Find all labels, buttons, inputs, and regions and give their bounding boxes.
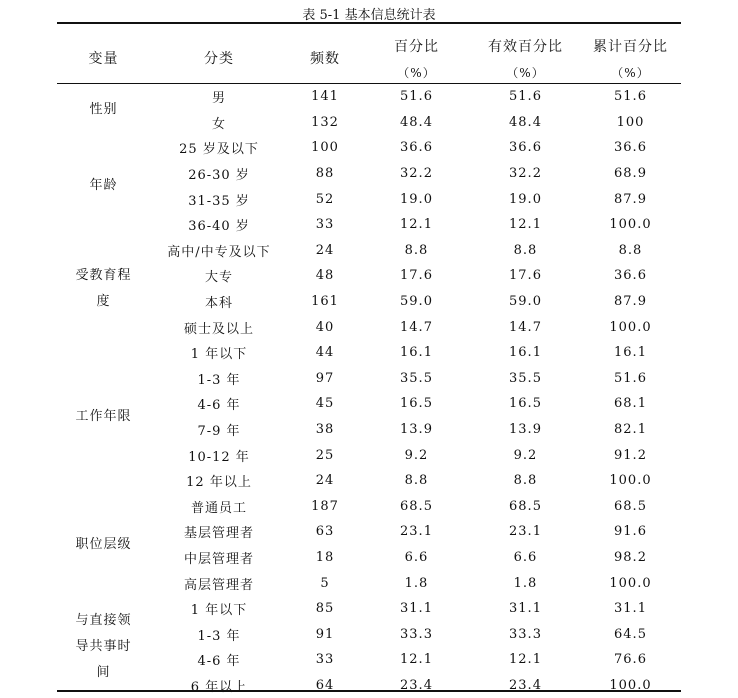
table-row bbox=[57, 570, 681, 596]
frequency-cell: 5 bbox=[320, 575, 330, 591]
category-cell: 高层管理者 bbox=[183, 577, 254, 593]
header-cumulative-percent-label: 累计百分比 bbox=[593, 39, 668, 55]
frequency-cell: 48 bbox=[315, 268, 335, 284]
category-cell: 26-30 岁 bbox=[188, 168, 250, 184]
percent-cell: 68.5 bbox=[400, 498, 433, 514]
table-row bbox=[57, 314, 681, 340]
valid-percent-cell: 36.6 bbox=[509, 140, 542, 156]
variable-cell bbox=[57, 238, 150, 340]
cumulative-percent-cell: 100.0 bbox=[609, 217, 652, 233]
valid-percent-cell: 33.3 bbox=[509, 626, 542, 642]
category-cell: 6 年以上 bbox=[190, 679, 248, 695]
cumulative-percent-cell: 100.0 bbox=[609, 319, 652, 335]
valid-percent-cell: 13.9 bbox=[509, 422, 542, 438]
variable-label: 导共事时 bbox=[75, 639, 132, 655]
category-cell: 1 年以下 bbox=[190, 603, 248, 619]
table-row bbox=[57, 135, 681, 161]
cumulative-percent-cell: 91.6 bbox=[614, 524, 647, 540]
category-cell: 36-40 岁 bbox=[188, 219, 250, 235]
valid-percent-cell: 48.4 bbox=[509, 114, 542, 130]
frequency-cell: 33 bbox=[315, 652, 335, 668]
header-frequency: 频数 bbox=[310, 51, 340, 67]
variable-cell bbox=[57, 596, 150, 698]
valid-percent-cell: 32.2 bbox=[509, 166, 542, 182]
header-percent bbox=[362, 36, 471, 81]
variable-label: 受教育程 bbox=[75, 267, 132, 283]
valid-percent-cell: 59.0 bbox=[509, 294, 542, 310]
table-row bbox=[57, 289, 681, 315]
table-row bbox=[57, 596, 681, 622]
frequency-cell: 97 bbox=[315, 370, 335, 386]
cumulative-percent-cell: 100 bbox=[616, 114, 645, 130]
percent-cell: 48.4 bbox=[400, 114, 433, 130]
frequency-cell: 100 bbox=[311, 140, 339, 156]
category-cell: 12 年以上 bbox=[186, 475, 252, 491]
category-cell: 1 年以下 bbox=[190, 347, 248, 363]
header-variable: 变量 bbox=[88, 51, 119, 67]
variable-cell bbox=[57, 84, 150, 135]
percent-cell: 6.6 bbox=[404, 549, 429, 565]
table-row bbox=[57, 84, 681, 110]
table-row bbox=[57, 110, 681, 136]
frequency-cell: 88 bbox=[315, 166, 335, 182]
valid-percent-cell: 9.2 bbox=[513, 447, 538, 463]
frequency-cell: 24 bbox=[315, 242, 335, 258]
category-cell: 女 bbox=[211, 116, 226, 132]
cumulative-percent-cell: 51.6 bbox=[614, 89, 647, 105]
frequency-cell: 25 bbox=[315, 447, 335, 463]
percent-cell: 59.0 bbox=[400, 294, 433, 310]
percent-cell: 13.9 bbox=[400, 422, 433, 438]
table-row bbox=[57, 417, 681, 443]
table-row bbox=[57, 621, 681, 647]
table-row bbox=[57, 519, 681, 545]
cumulative-percent-cell: 76.6 bbox=[614, 652, 647, 668]
frequency-cell: 24 bbox=[315, 473, 335, 489]
valid-percent-cell: 23.1 bbox=[509, 524, 542, 540]
category-cell: 7-9 年 bbox=[197, 424, 241, 440]
cumulative-percent-cell: 87.9 bbox=[614, 294, 647, 310]
cumulative-percent-cell: 16.1 bbox=[614, 345, 647, 361]
frequency-cell: 187 bbox=[311, 498, 339, 514]
top-rule bbox=[57, 22, 681, 24]
valid-percent-cell: 16.5 bbox=[509, 396, 542, 412]
percent-cell: 51.6 bbox=[400, 89, 433, 105]
category-cell: 高中/中专及以下 bbox=[167, 244, 271, 260]
variable-label: 间 bbox=[96, 665, 111, 681]
table-row bbox=[57, 468, 681, 494]
table-row bbox=[57, 442, 681, 468]
valid-percent-cell: 35.5 bbox=[509, 370, 542, 386]
cumulative-percent-cell: 36.6 bbox=[614, 268, 647, 284]
cumulative-percent-cell: 100.0 bbox=[609, 473, 652, 489]
header-valid-percent-unit: （%） bbox=[506, 66, 545, 80]
valid-percent-cell: 19.0 bbox=[509, 191, 542, 207]
frequency-cell: 161 bbox=[311, 294, 339, 310]
table-title: 表 5-1 基本信息统计表 bbox=[302, 8, 436, 23]
table-row bbox=[57, 391, 681, 417]
frequency-cell: 64 bbox=[315, 677, 335, 693]
table-row bbox=[57, 647, 681, 673]
frequency-cell: 91 bbox=[315, 626, 335, 642]
valid-percent-cell: 12.1 bbox=[509, 217, 542, 233]
frequency-cell: 45 bbox=[315, 396, 335, 412]
percent-cell: 33.3 bbox=[400, 626, 433, 642]
cumulative-percent-cell: 100.0 bbox=[609, 677, 652, 693]
header-valid-percent bbox=[471, 36, 580, 81]
frequency-cell: 52 bbox=[315, 191, 335, 207]
cumulative-percent-cell: 98.2 bbox=[614, 549, 647, 565]
cumulative-percent-cell: 64.5 bbox=[614, 626, 647, 642]
header-cumulative-percent bbox=[580, 36, 681, 81]
cumulative-percent-cell: 36.6 bbox=[614, 140, 647, 156]
percent-cell: 36.6 bbox=[400, 140, 433, 156]
cumulative-percent-cell: 8.8 bbox=[618, 242, 643, 258]
valid-percent-cell: 14.7 bbox=[509, 319, 542, 335]
category-cell: 4-6 年 bbox=[197, 654, 241, 670]
variable-label: 年龄 bbox=[89, 178, 118, 194]
category-cell: 1-3 年 bbox=[197, 372, 241, 388]
variable-label: 职位层级 bbox=[75, 536, 132, 552]
cumulative-percent-cell: 68.1 bbox=[614, 396, 647, 412]
valid-percent-cell: 68.5 bbox=[509, 498, 542, 514]
table-row bbox=[57, 263, 681, 289]
percent-cell: 16.1 bbox=[400, 345, 433, 361]
category-cell: 本科 bbox=[204, 296, 233, 312]
category-cell: 硕士及以上 bbox=[183, 321, 254, 337]
cumulative-percent-cell: 31.1 bbox=[614, 601, 647, 617]
category-cell: 基层管理者 bbox=[183, 526, 254, 542]
frequency-cell: 85 bbox=[315, 601, 335, 617]
percent-cell: 23.1 bbox=[400, 524, 433, 540]
category-cell: 1-3 年 bbox=[197, 628, 241, 644]
header-category: 分类 bbox=[204, 51, 234, 67]
category-cell: 普通员工 bbox=[190, 500, 247, 516]
table-body bbox=[57, 84, 681, 698]
table-row bbox=[57, 673, 681, 698]
frequency-cell: 141 bbox=[311, 89, 339, 105]
percent-cell: 16.5 bbox=[400, 396, 433, 412]
table-row bbox=[57, 212, 681, 238]
category-cell: 大专 bbox=[204, 270, 233, 286]
frequency-cell: 33 bbox=[315, 217, 335, 233]
valid-percent-cell: 51.6 bbox=[509, 89, 542, 105]
frequency-cell: 40 bbox=[315, 319, 335, 335]
valid-percent-cell: 31.1 bbox=[509, 601, 542, 617]
variable-label: 与直接领 bbox=[75, 613, 132, 629]
table-row bbox=[57, 545, 681, 571]
percent-cell: 12.1 bbox=[400, 652, 433, 668]
frequency-cell: 44 bbox=[315, 345, 335, 361]
header-cumulative-percent-unit: （%） bbox=[611, 66, 650, 80]
frequency-cell: 132 bbox=[311, 114, 339, 130]
valid-percent-cell: 16.1 bbox=[509, 345, 542, 361]
percent-cell: 8.8 bbox=[404, 242, 429, 258]
variable-cell bbox=[57, 135, 150, 237]
valid-percent-cell: 6.6 bbox=[513, 549, 538, 565]
category-cell: 31-35 岁 bbox=[188, 193, 250, 209]
valid-percent-cell: 1.8 bbox=[513, 575, 538, 591]
cumulative-percent-cell: 91.2 bbox=[614, 447, 647, 463]
category-cell: 4-6 年 bbox=[197, 398, 241, 414]
header-valid-percent-label: 有效百分比 bbox=[488, 39, 563, 55]
cumulative-percent-cell: 51.6 bbox=[614, 370, 647, 386]
valid-percent-cell: 23.4 bbox=[509, 677, 542, 693]
valid-percent-cell: 12.1 bbox=[509, 652, 542, 668]
cumulative-percent-cell: 87.9 bbox=[614, 191, 647, 207]
cumulative-percent-cell: 68.5 bbox=[614, 498, 647, 514]
table-row bbox=[57, 238, 681, 264]
category-cell: 25 岁及以下 bbox=[179, 142, 259, 158]
header-percent-label: 百分比 bbox=[394, 39, 439, 55]
valid-percent-cell: 8.8 bbox=[513, 473, 538, 489]
bottom-rule bbox=[57, 690, 681, 692]
percent-cell: 35.5 bbox=[400, 370, 433, 386]
frequency-cell: 38 bbox=[315, 422, 335, 438]
percent-cell: 23.4 bbox=[400, 677, 433, 693]
percent-cell: 1.8 bbox=[404, 575, 429, 591]
percent-cell: 17.6 bbox=[400, 268, 433, 284]
variable-cell bbox=[57, 340, 150, 494]
cumulative-percent-cell: 100.0 bbox=[609, 575, 652, 591]
valid-percent-cell: 8.8 bbox=[513, 242, 538, 258]
table-row bbox=[57, 161, 681, 187]
frequency-cell: 63 bbox=[315, 524, 335, 540]
percent-cell: 8.8 bbox=[404, 473, 429, 489]
percent-cell: 32.2 bbox=[400, 166, 433, 182]
variable-label: 性别 bbox=[89, 101, 118, 117]
percent-cell: 12.1 bbox=[400, 217, 433, 233]
percent-cell: 31.1 bbox=[400, 601, 433, 617]
table-row bbox=[57, 494, 681, 520]
header-percent-unit: （%） bbox=[397, 66, 436, 80]
frequency-cell: 18 bbox=[315, 549, 335, 565]
category-cell: 中层管理者 bbox=[183, 551, 254, 567]
cumulative-percent-cell: 68.9 bbox=[614, 166, 647, 182]
cumulative-percent-cell: 82.1 bbox=[614, 422, 647, 438]
variable-label: 度 bbox=[96, 293, 111, 309]
valid-percent-cell: 17.6 bbox=[509, 268, 542, 284]
table-row bbox=[57, 186, 681, 212]
category-cell: 10-12 年 bbox=[188, 449, 250, 465]
variable-label: 工作年限 bbox=[75, 408, 132, 424]
category-cell: 男 bbox=[211, 91, 226, 107]
statistics-table bbox=[57, 84, 681, 698]
variable-cell bbox=[57, 494, 150, 596]
percent-cell: 9.2 bbox=[404, 447, 429, 463]
percent-cell: 14.7 bbox=[400, 319, 433, 335]
percent-cell: 19.0 bbox=[400, 191, 433, 207]
table-row bbox=[57, 340, 681, 366]
table-row bbox=[57, 366, 681, 392]
